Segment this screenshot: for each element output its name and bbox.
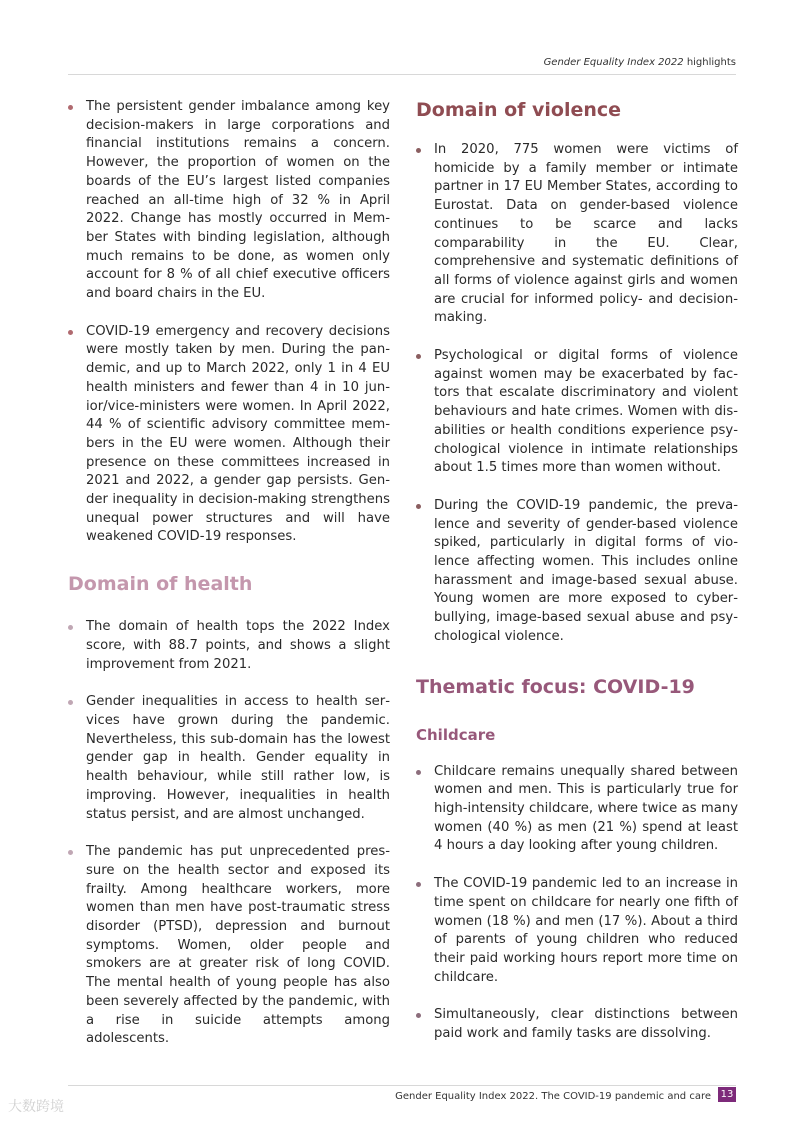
left-column <box>68 98 390 1068</box>
bullet-violence-covid: During the COVID-19 pandemic, the prevalence and severity of gender-based violence spiked, particularly in digital forms of violence affecting women. This includes online harassment and image-based sexual abuse. Young women are more exposed to cyberbullying, image-based sexual abuse and psychological violence. <box>416 497 738 647</box>
footer-divider <box>68 1085 736 1086</box>
bullet-health-access: Gender inequalities in access to health services have grown during the pandemic. Nevertheless, this sub-domain has the lowest gender gap in health. Gender equality in health behaviour, while still rather low, is improving. However, inequalities in health status persist, and are almost unchanged. <box>68 693 390 824</box>
bullet-covid-decisions: COVID-19 emergency and recovery decisions were mostly taken by men. During the pandemic, and up to March 2022, only 1 in 4 EU health ministers and fewer than 4 in 10 junior/vice-ministers were women. In April 2022, 44 % of scientific advisory committee members in the EU were women. Although their presence on these committees increased in 2021 and 2022, a gender gap persists. Gender inequality in decision-making strengthens unequal power structures and will have weakened COVID-19 responses. <box>68 323 390 547</box>
bullet-childcare-increase: The COVID-19 pandemic led to an increase in time spent on childcare for nearly one fifth of women (18 %) and men (17 %). About a third of parents of young children who reduced their paid working hours report more time on childcare. <box>416 875 738 987</box>
heading-thematic-focus: Thematic focus: COVID-19 <box>416 675 695 698</box>
bullet-decision-makers: The persistent gender imbalance among key decision-makers in large corporations and financial institutions remains a concern. However, the proportion of women on the boards of the EU’s largest listed companies reached an all-time high of 32 % in April 2022. Change has mostly occurred in Member States with binding legislation, although much remains to be done, as women only account for 8 % of all chief executive officers and board chairs in the EU. <box>68 98 390 304</box>
bullet-violence-psychological: Psychological or digital forms of violence against women may be exacerbated by factors that escalate discriminatory and violent behaviours and hate crimes. Women with disabilities or health conditions experience psychological violence in intimate relationships about 1.5 times more than women without. <box>416 347 738 478</box>
heading-domain-violence: Domain of violence <box>416 99 622 121</box>
running-header <box>68 56 736 75</box>
watermark: 大数跨境 <box>8 1099 64 1115</box>
page-number-badge: 13 <box>718 1087 736 1102</box>
subheading-childcare: Childcare <box>416 725 496 744</box>
footer-text: Gender Equality Index 2022. The COVID-19 pandemic and care <box>395 1091 711 1102</box>
heading-domain-health: Domain of health <box>68 573 253 596</box>
bullet-health-score: The domain of health tops the 2022 Index score, with 88.7 points, and shows a slight improvement from 2021. <box>68 618 390 674</box>
bullet-health-pandemic: The pandemic has put unprecedented pressure on the health sector and exposed its frailty. Among healthcare workers, more women than men have post-traumatic stress disorder (PTSD), depression and burnout symptoms. Women, older people and smokers are at greater risk of long COVID. The mental health of young people has also been severely affected by the pandemic, with a rise in suicide attempts among adolescents. <box>68 843 390 1049</box>
bullet-violence-homicide: In 2020, 775 women were victims of homicide by a family member or intimate partner in 17 EU Member States, according to Eurostat. Data on gender-based violence continues to be scarce and lacks comparability in the EU. Clear, comprehensive and systematic definitions of all forms of violence against girls and women are crucial for informed policy- and decision-making. <box>416 141 738 328</box>
header-title: Gender Equality Index 2022 <box>543 57 684 68</box>
bullet-childcare-unequal: Childcare remains unequally shared between women and men. This is particularly true for high-intensity childcare, where twice as many women (40 %) as men (21 %) spend at least 4 hours a day looking after young children. <box>416 763 738 857</box>
right-column <box>416 98 738 1063</box>
header-suffix: highlights <box>683 57 736 68</box>
bullet-childcare-dissolving: Simultaneously, clear distinctions between paid work and family tasks are dissolving. <box>416 1006 738 1043</box>
